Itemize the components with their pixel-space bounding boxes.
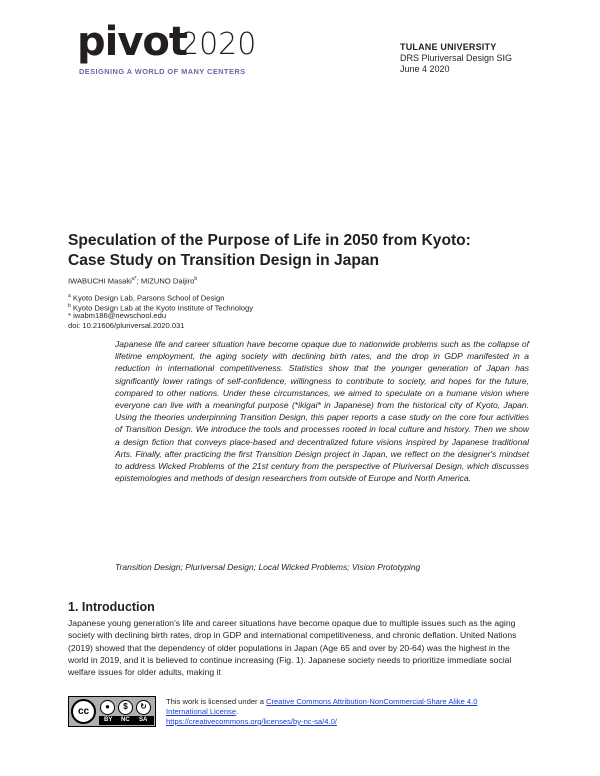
cc-badge-strip	[99, 716, 154, 725]
introduction-paragraph: Japanese young generation's life and career situations have become opaque due to multiple issues such as the aging society with declining birth rates, drop in GDP and international competitiveness, and chronic deflation. United Nations (2019) showed that the dependency of older populations in Japan (Age 65 and over by 20-64) was the highest in the world in 2019, and it is believed to continue increasing (Fig. 1). Japanese society needs to prioritize immediate social welfare issues for older adults, making it	[68, 618, 517, 678]
license-url-link[interactable]: https://creativecommons.org/licenses/by-nc-sa/4.0/	[166, 717, 337, 726]
logo-year: 2020	[180, 27, 257, 62]
doi: doi: 10.21606/pluriversal.2020.031	[68, 321, 185, 330]
author-2-mark: b	[194, 276, 198, 282]
badge-nc-label: NC	[121, 717, 130, 723]
section-heading-introduction: 1. Introduction	[68, 600, 155, 614]
university-name: TULANE UNIVERSITY	[400, 42, 497, 52]
license-text-end: .	[236, 707, 239, 716]
abstract: Japanese life and career situation have become opaque due to nationwide problems such as the collapse of lifetime employment, the aging society with declining birth rates, and the drop in GDP manifested in a reduction in international competitiveness. Statistics show that the younger generation of Japan has significantly lower ratings of self-confidence, willingness to contribute to society, and hopes for the future, compared to other nations. Under these circumstances, we aimed to speculate on a humane vision where everyone can live with a meaningful purpose (*ikigai* in Japanese) from the historical city of Kyoto, Japan. Using the theories underpinning Transition Design, this paper reports a case study on the core four activities of Transition Design. We introduce the tools and processes rooted in local culture and history. Then we show a design fiction that conveys place-based and decentralized future visions inspired by Japanese traditional Arts. Finally, after practicing the first Transition Design project in Japan, we reflect on the designer's mindset to address Wicked Problems of the 21st century from the perspective of Pluriversal Design, which discusses epistemologies and methods of design researchers from outside of Europe and North America.	[115, 339, 529, 484]
conference-date: June 4 2020	[400, 64, 450, 74]
affiliation-b-text: Kyoto Design Lab at the Kyoto Institute of Technology	[70, 303, 254, 313]
affiliation-b-mark: b	[68, 303, 71, 309]
license-link[interactable]: Creative Commons Attribution-NonCommercial-Share Alike 4.0 International License	[166, 697, 478, 716]
noncommercial-icon: $	[118, 700, 133, 715]
logo-pivot-wordmark: pivot	[77, 19, 188, 65]
paper-title	[68, 231, 528, 271]
sharealike-icon: ↻	[136, 700, 151, 715]
authors	[68, 274, 197, 287]
conference-info	[400, 42, 512, 75]
cc-license-badge[interactable]	[68, 696, 156, 727]
author-1-mark: a*	[131, 276, 137, 282]
cc-icon: cc	[71, 699, 96, 724]
contact-email: * iwabm186@newschool.edu	[68, 311, 167, 320]
affiliation-a-text: Kyoto Design Lab, Parsons School of Design	[70, 293, 225, 303]
badge-by-label: BY	[104, 717, 113, 723]
author-1: IWABUCHI Masaki	[68, 276, 132, 286]
author-2: ; MIZUNO Daijiro	[136, 276, 195, 286]
title-line-1: Speculation of the Purpose of Life in 2050 from Kyoto:	[68, 232, 471, 249]
affiliation-a-mark: a	[68, 293, 71, 299]
attribution-icon: ●	[100, 700, 115, 715]
keywords: Transition Design; Pluriversal Design; Local Wicked Problems; Vision Prototyping	[115, 562, 421, 572]
badge-sa-label: SA	[139, 717, 148, 723]
sig-name: DRS Pluriversal Design SIG	[400, 53, 513, 63]
logo-tagline: DESIGNING A WORLD OF MANY CENTERS	[79, 67, 246, 76]
title-line-2: Case Study on Transition Design in Japan	[68, 252, 380, 269]
license-notice	[166, 697, 506, 727]
license-text: This work is licensed under a	[166, 697, 267, 706]
